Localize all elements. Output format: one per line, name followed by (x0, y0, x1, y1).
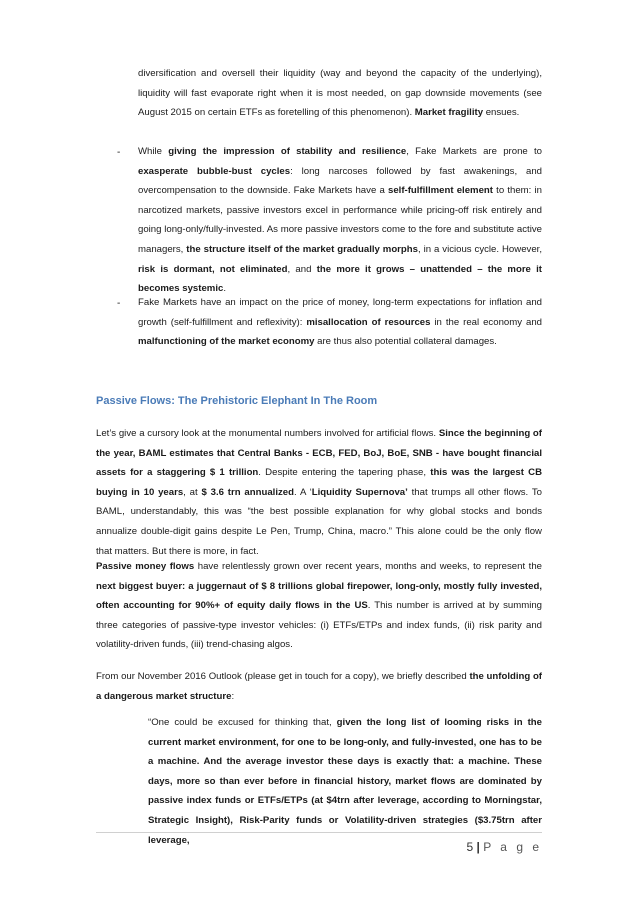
page-label: P a g e (483, 840, 542, 854)
bullet-paragraph-price-of-money: Fake Markets have an impact on the price of money, long-term expectations for inflation and growth (self-fulfillment and reflexivity): misallocation of resources in the real economy and malfunctioning of the market economy are thus also potential collateral damages. (138, 297, 542, 348)
section-heading: Passive Flows: The Prehistoric Elephant In The Room (96, 395, 378, 407)
bullet-dash: - (117, 298, 121, 309)
page-number (466, 840, 542, 854)
bullet-dash: - (117, 147, 121, 158)
paragraph-central-banks: Let’s give a cursory look at the monumental numbers involved for artificial flows. Since the beginning of the year, BAML estimates that Central Banks - ECB, FED, BoJ, BoE, SNB - have bought financial assets for a staggering $ 1 trillion. Despite entering the tapering phase, this was the largest CB buying in 10 years, at $ 3.6 trn annualized. A ‘Liquidity Supernova’ that trumps all other flows. To BAML, understandably, this was “the best possible explanation for why global stocks and bonds annualize double-digit gains despite Le Pen, Trump, China, macro.” This alone could be the only flow that matters. But there is more, in fact. (96, 428, 542, 557)
paragraph-market-fragility: diversification and oversell their liquidity (way and beyond the capacity of the underlying), liquidity will fast evaporate right when it is most needed, on gap downside movements (see August 2015 on certain ETFs as foretelling of this phenomenon). Market fragility ensues. (138, 68, 542, 119)
bullet-paragraph-stability: While giving the impression of stability and resilience, Fake Markets are prone to exasperate bubble-bust cycles: long narcoses followed by fast awakenings, and overcompensation to the downside. Fake Markets have a self-fulfillment element to them: in narcotized markets, passive investors excel in performance while pricing-off risk entirely and going long-only/fully-invested. As more passive investors come to the fore and substitute active managers, the structure itself of the market gradually morphs, in a vicious cycle. However, risk is dormant, not eliminated, and the more it grows – unattended – the more it becomes systemic. (138, 146, 543, 295)
block-quote: “One could be excused for thinking that, given the long list of looming risks in the current market environment, for one to be long-only, and fully-invested, one has to be a machine. And the average investor these days is exactly that: a machine. These days, more so than ever before in financial history, market flows are dominated by passive index funds or ETFs/ETPs (at $4trn after leverage, according to Morningstar, Strategic Insight), Risk-Parity funds or Volatility-driven strategies ($3.75trn after leverage, (148, 717, 542, 846)
page-number-value: 5 (466, 840, 474, 854)
page-number-separator: | (476, 840, 480, 854)
footer-divider (96, 832, 542, 833)
paragraph-passive-money-flows: Passive money flows have relentlessly grown over recent years, months and weeks, to represent the next biggest buyer: a juggernaut of $ 8 trillions global firepower, long-only, mostly fully invested, often accounting for 90%+ of equity daily flows in the US. This number is arrived at by summing three categories of passive-type investor vehicles: (i) ETFs/ETPs and index funds, (ii) risk parity and volatility-driven funds, (iii) trend-chasing algos. (96, 561, 543, 651)
paragraph-outlook: From our November 2016 Outlook (please get in touch for a copy), we briefly described the unfolding of a dangerous market structure: (96, 671, 542, 702)
